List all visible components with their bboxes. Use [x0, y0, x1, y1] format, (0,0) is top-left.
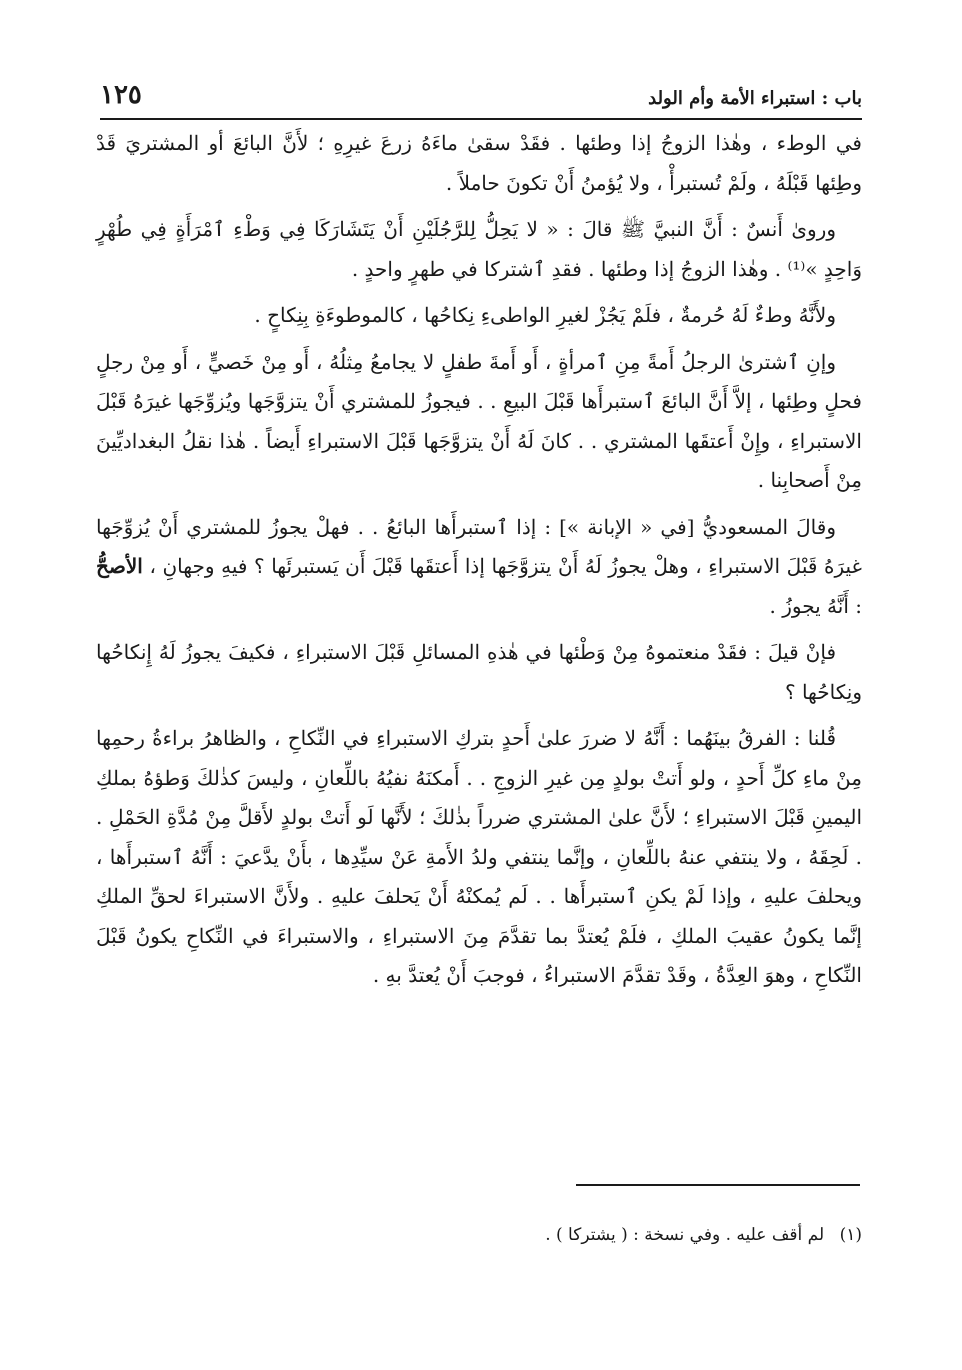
paragraph: فإنْ قيلَ : فقَدْ منعتموهُ مِنْ وَطْئها في هٰذهِ المسائلِ قَبْلَ الاستبراءِ ، فكيفَ يجوزُ لَهُ إِنكاحُها ونِكاحُها ؟: [96, 640, 862, 704]
bold-term: الأصحُّ: [96, 554, 143, 578]
page-number: ١٢٥: [100, 80, 142, 110]
footnote-divider: [576, 1184, 860, 1186]
header-divider: [100, 118, 862, 120]
paragraph-text: وقالَ المسعوديُّ [في « الإبانة »] : إذا ٱستبرأَها البائعُ . . فهلْ يجوزُ للمشتري أَنْ يُزوِّجَها غيرَهُ قَبْلَ الاستبراءِ ، وهلْ يجوزُ لَهُ أَنْ يتزوَّجَها إذا أَعتقَها قَبْلَ أَن يَستبرئَها ؟ فيهِ وجهانِ ،: [96, 514, 863, 578]
paragraph: قُلنا : الفرقُ بينَهُما : أَنَّهُ لا ضررَ علىٰ أَحدٍ بتركِ الاستبراءِ في النِّكاحِ ، والظاهرُ براءةُ رحمِها مِنْ ماءِ كلِّ أَحدٍ ، ولو أَتتْ بولدٍ مِن غيرِ الزوجِ . . أَمكنَهُ نفيُهُ باللِّعانِ ، وليسَ كذٰلكَ وَطؤهُ بملكِ اليمينِ قَبْلَ الاستبراءِ ؛ لأَنَّ علىٰ المشتري ضرراً بذٰلكَ ؛ لأَنَّها لَو أَتتْ بولدٍ لأَقلَّ مِنْ مُدَّةِ الحَمْلِ . . لَحِقَهُ ، ولا ينتفي عنهُ باللِّعانِ ، وإنَّما ينتفي ولدُ الأَمةِ عَنْ سيِّدِها ، بأَنْ يدَّعيَ : أَنَّهُ ٱستبرأَها ، ويحلفَ عليهِ ، وإذا لَمْ يكنِ ٱستبرأَها . . لَم يُمكنْهُ أَنْ يَحلفَ عليهِ . ولأَنَّ الاستبراءَ لحقِّ الملكِ إنَّما يكونُ عقيبَ الملكِ ، فلَمْ يُعتدَّ بما تقدَّمَ مِنَ الاستبراءِ ، والاستبراءَ في النِّكاحِ يكونُ قَبْلَ النِّكاحِ ، وهوَ العِدَّةُ ، وقَدْ تقدَّمَ الاستبراءُ ، فوجبَ أَنْ يُعتدَّ بهِ .: [96, 726, 862, 987]
chapter-title: باب : استبراء الأمة وأم الولد: [648, 88, 862, 109]
footnote-marker: (١): [839, 1225, 862, 1245]
paragraph: ولأَنَّهُ وطءٌ لَهُ حُرمةٌ ، فلَمْ يَجُزْ لغيرِ الواطىءِ نِكاحُها ، كالموطوءَةِ بِنِكاحٍ .: [254, 303, 836, 327]
paragraph-text-end: : أَنَّهُ يجوزُ .: [769, 593, 862, 618]
paragraph: [96, 508, 862, 627]
paragraph: وإنِ ٱشترىٰ الرجلُ أَمةً مِنِ ٱمرأةٍ ، أَو أَمةَ طفلٍ لا يجامعُ مِثلُهُ ، أَو مِنْ خَصيٍّ ، أَو مِنْ رجلٍ فحلٍ وطِئها ، إلاَّ أَنَّ البائعَ ٱستبرأَها قَبْلَ البيعِ . . فيجوزُ للمشتري أَنْ يتزوَّجَها ويُزوِّجَها غيرَهُ قَبْلَ الاستبراءِ ، وإِنْ أَعتقَها المشتري . . كانَ لَهُ أَنْ يتزوَّجَها قَبْلَ الاستبراءِ أَيضاً . هٰذا نقلُ البغداديِّينَ مِنْ أَصحابِنا .: [96, 349, 862, 492]
footnote-text: لم أقف عليه . وفي نسخة : ( يشتركا ) .: [545, 1225, 825, 1245]
running-header: [100, 80, 862, 116]
paragraph: في الوطء ، وهٰذا الزوجُ إذا وطئها . فقَدْ سقىٰ ماءَهُ زرعَ غيرِهِ ؛ لأَنَّ البائعَ أو المشتريَ قَدْ وطِئها قَبْلَهُ ، ولَمْ تُستبرأْ ، ولا يُؤمنُ أَنْ تكونَ حاملاً .: [96, 131, 862, 195]
footnote: [100, 1222, 862, 1248]
paragraph: وروىٰ أَنسٌ : أَنَّ النبيَّ ﷺ قالَ : « لا يَحِلُّ لِلرَّجُلَيْنِ أَنْ يَتَشَارَكَا فِي وَطْءِ ٱمْرَأَةٍ فِي طُهْرٍ وَاحِدٍ »⁽¹⁾ . وهٰذا الزوجُ إذا وطئها . فقدِ ٱشتركا في طهرٍ واحدٍ .: [96, 217, 862, 281]
main-text: [96, 124, 862, 1003]
